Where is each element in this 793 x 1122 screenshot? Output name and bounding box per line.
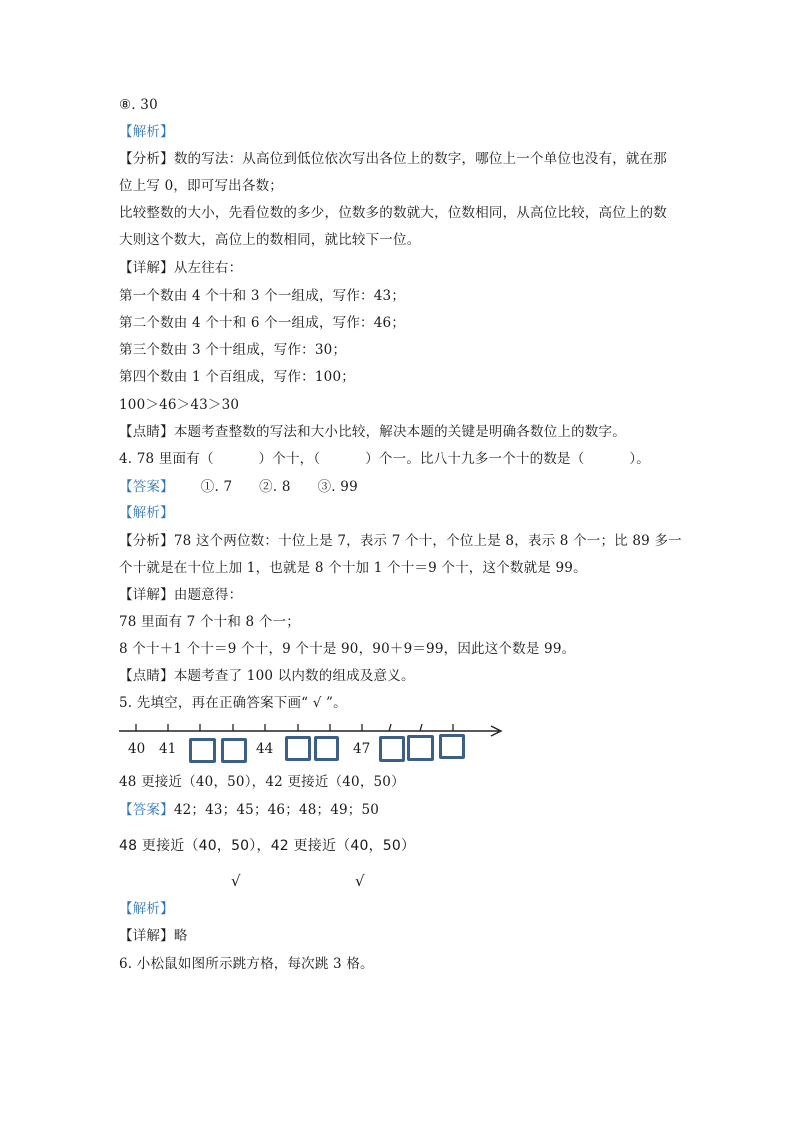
blank-box — [379, 736, 405, 762]
line-detail-4b: 8 个十＋1 个十＝9 个十，9 个十是 90，90＋9＝99，因此这个数是 99。 — [119, 641, 576, 657]
line-answer-8: ⑧. 30 — [119, 97, 158, 113]
line-num-3: 第三个数由 3 个十组成，写作：30； — [119, 342, 347, 358]
check-mark: √ — [231, 872, 241, 890]
line-jiexi-5: 【解析】 — [119, 901, 174, 917]
blank-box — [221, 738, 247, 763]
line-num-2: 第二个数由 4 个十和 6 个一组成，写作：46； — [119, 315, 406, 331]
blank-box — [407, 735, 434, 761]
line-xiangjie-1: 【详解】从左往右： — [119, 260, 243, 276]
line-fenxi-4a: 【分析】78 这个两位数：十位上是 7，表示 7 个十，个位上是 8，表示 8 个一；比 89 多一 — [119, 533, 682, 549]
line-dianjing-1: 【点睛】本题考查整数的写法和大小比较，解决本题的关键是明确各数位上的数字。 — [119, 424, 626, 440]
line-fenxi-4b: 个十就是在十位上加 1，也就是 8 个十加 1 个十＝9 个十，这个数就是 99。 — [119, 560, 587, 576]
blank-box — [314, 736, 339, 761]
line-num-1: 第一个数由 4 个十和 3 个一组成，写作：43； — [119, 288, 406, 304]
line-detail-4a: 78 里面有 7 个十和 8 个一； — [119, 614, 300, 630]
line-dianjing-4: 【点睛】本题考查了 100 以内数的组成及意义。 — [119, 668, 415, 684]
line-fenxi-1c: 比较整数的大小，先看位数的多少，位数多的数就大，位数相同，从高位比较，高位上的数 — [119, 205, 667, 221]
line-num-4: 第四个数由 1 个百组成，写作：100； — [119, 369, 355, 385]
line-fenxi-1b: 位上写 0，即可写出各数； — [119, 178, 283, 194]
number-label: 40 — [128, 741, 146, 757]
blank-box — [189, 738, 216, 763]
line-xiangjie-4: 【详解】由题意得： — [119, 587, 243, 603]
number-label: 44 — [256, 741, 274, 757]
number-label: 41 — [159, 741, 177, 757]
line-daan-4: 【答案】 ①. 7 ②. 8 ③. 99 — [119, 479, 358, 495]
tick — [420, 724, 422, 731]
blank-box — [285, 736, 311, 761]
check-mark: √ — [355, 872, 365, 890]
line-closer: 48 更接近（40，50），42 更接近（40，50） — [119, 774, 405, 790]
line-fenxi-1d: 大则这个数大，高位上的数相同，就比较下一位。 — [119, 232, 421, 248]
line-xiangjie-5: 【详解】略 — [119, 928, 188, 944]
answer-closer: 48 更接近（40，50），42 更接近（40，50） — [119, 838, 416, 854]
line-daan-5: 【答案】42；43；45；46；48；49；50 — [119, 802, 380, 818]
question-4: 4. 78 里面有（ ）个十，（ ）个一。比八十九多一个十的数是（ ）。 — [119, 451, 650, 467]
number-label: 47 — [353, 741, 371, 757]
blank-box — [439, 734, 465, 759]
tick — [389, 724, 391, 731]
line-jiexi-4: 【解析】 — [119, 505, 174, 521]
line-jiexi-1: 【解析】 — [119, 124, 174, 140]
line-compare: 100＞46＞43＞30 — [119, 397, 240, 413]
line-fenxi-1a: 【分析】数的写法：从高位到低位依次写出各位上的数字，哪位上一个单位也没有，就在那 — [119, 151, 668, 167]
question-6: 6. 小松鼠如图所示跳方格，每次跳 3 格。 — [119, 956, 374, 972]
question-5: 5. 先填空，再在正确答案下画“ √ ”。 — [119, 695, 347, 711]
